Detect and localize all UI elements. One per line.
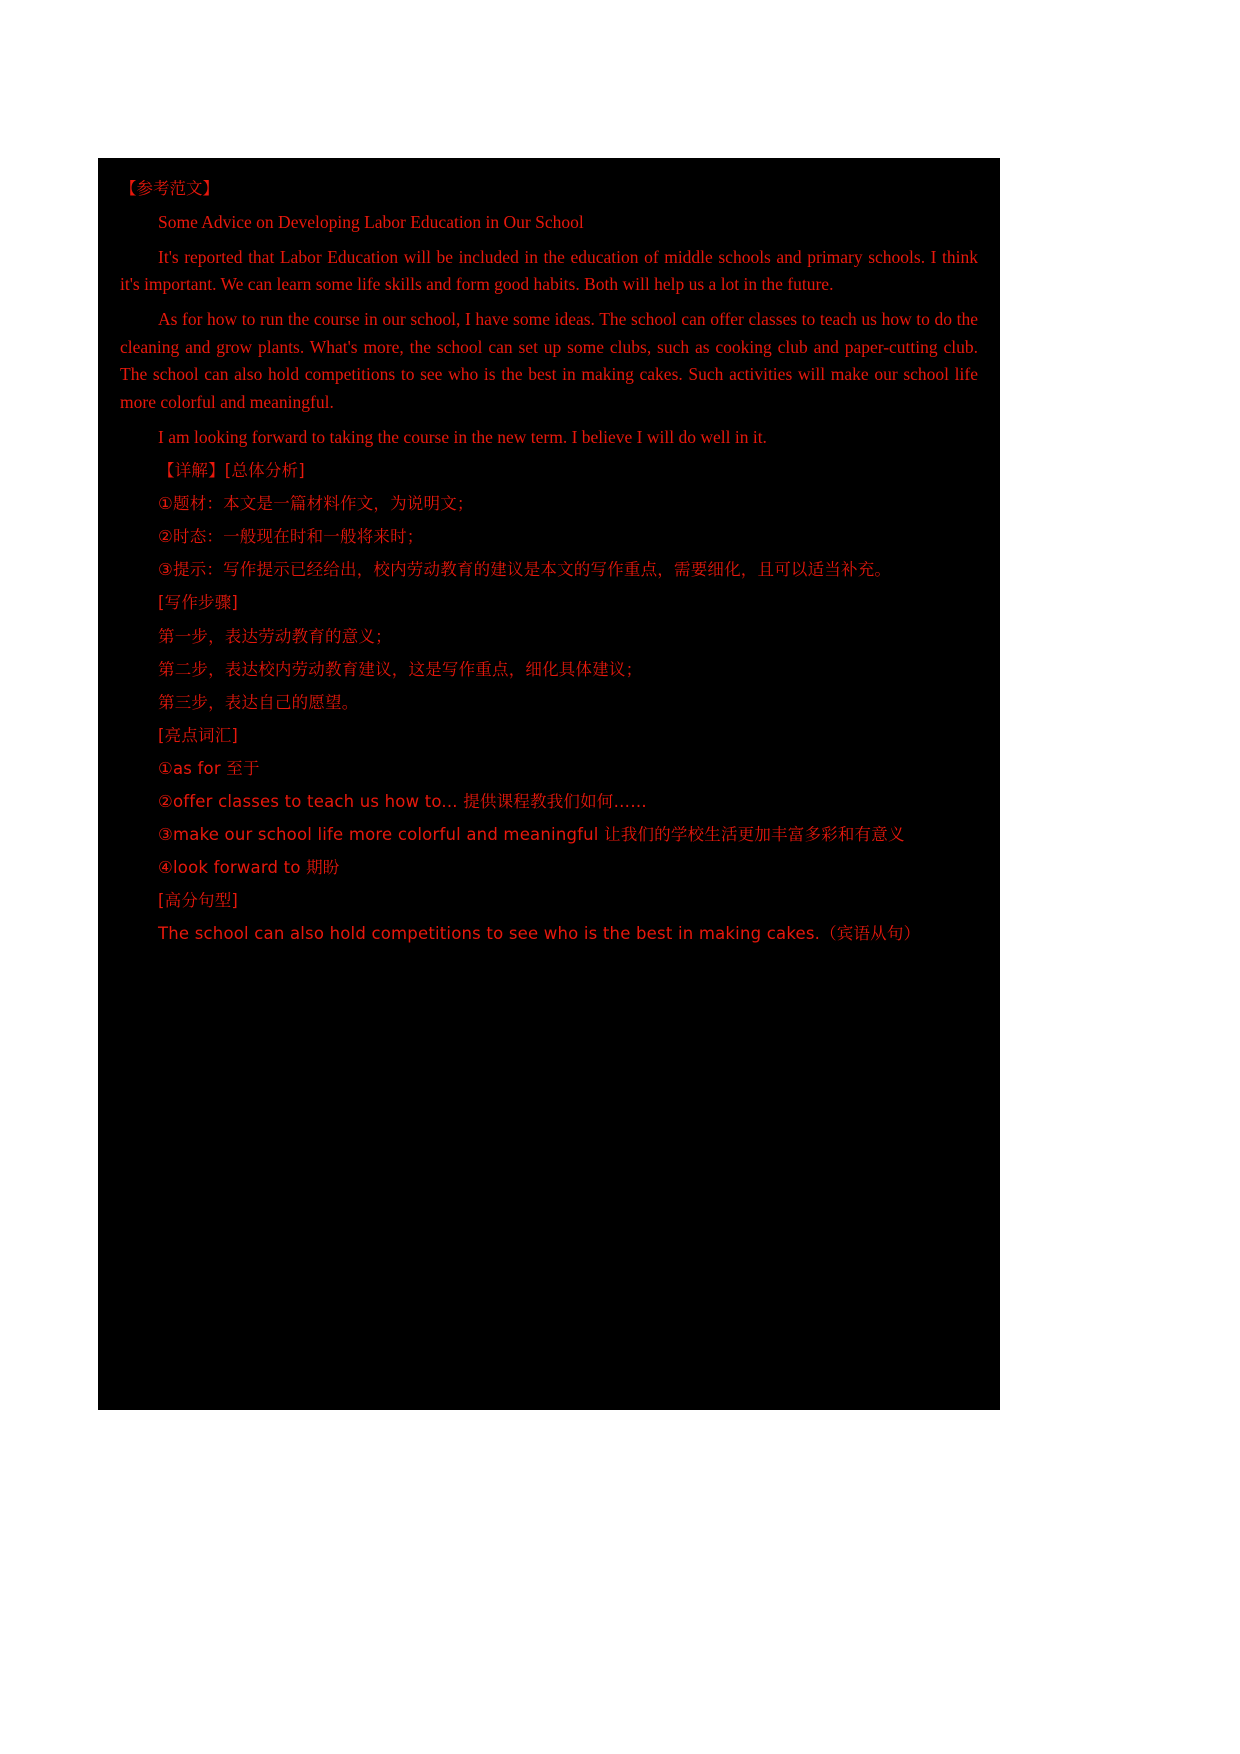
vocab-heading: [亮点词汇]: [158, 725, 239, 745]
writing-step-1: 第一步，表达劳动教育的意义；: [158, 626, 392, 646]
vocab-item-1: ①as for 至于: [158, 758, 260, 778]
vocab-item-2: ②offer classes to teach us how to... 提供课程教我们如何……: [158, 791, 647, 811]
writing-steps-heading: [写作步骤]: [158, 593, 239, 613]
writing-step-3: 第三步，表达自己的愿望。: [158, 692, 359, 712]
sentence-pattern-heading: [高分句型]: [158, 891, 239, 910]
sample-essay-heading: 【参考范文】: [120, 179, 219, 198]
vocab-item-3: ③make our school life more colorful and meaningful 让我们的学校生活更加丰富多彩和有意义: [158, 824, 905, 844]
essay-paragraph-2: As for how to run the course in our school, I have some ideas. The school can offer classes to teach us how to do the cleaning and grow plants. What's more, the school can set up some clubs, such as cooking club and paper-cutting club. The school can also hold competitions to see who is the best in making cakes. Such activities will make our school life more colorful and meaningful.: [120, 308, 983, 412]
vocab-item-4: ④look forward to 期盼: [158, 857, 340, 877]
document-body: [120, 176, 983, 947]
document-content-panel: [98, 158, 1000, 1410]
overall-point-1: ①题材：本文是一篇材料作文，为说明文；: [158, 494, 474, 514]
sentence-pattern-1: The school can also hold competitions to see who is the best in making cakes.（宾语从句）: [158, 924, 921, 944]
overall-point-2: ②时态：一般现在时和一般将来时；: [158, 527, 424, 547]
writing-step-2: 第二步，表达校内劳动教育建议，这是写作重点，细化具体建议；: [158, 659, 643, 679]
explanation-heading: 【详解】[总体分析]: [158, 461, 305, 481]
overall-point-3: ③提示：写作提示已经给出，校内劳动教育的建议是本文的写作重点，需要细化，且可以适当补充。: [158, 560, 892, 580]
essay-paragraph-1: It's reported that Labor Education will be included in the education of middle schools and primary schools. I think it's important. We can learn some life skills and form good habits. Both will help us a lot in the future.: [120, 246, 983, 295]
essay-title: Some Advice on Developing Labor Education in Our School: [158, 212, 584, 233]
essay-paragraph-3: I am looking forward to taking the course in the new term. I believe I will do well in it.: [158, 426, 767, 447]
